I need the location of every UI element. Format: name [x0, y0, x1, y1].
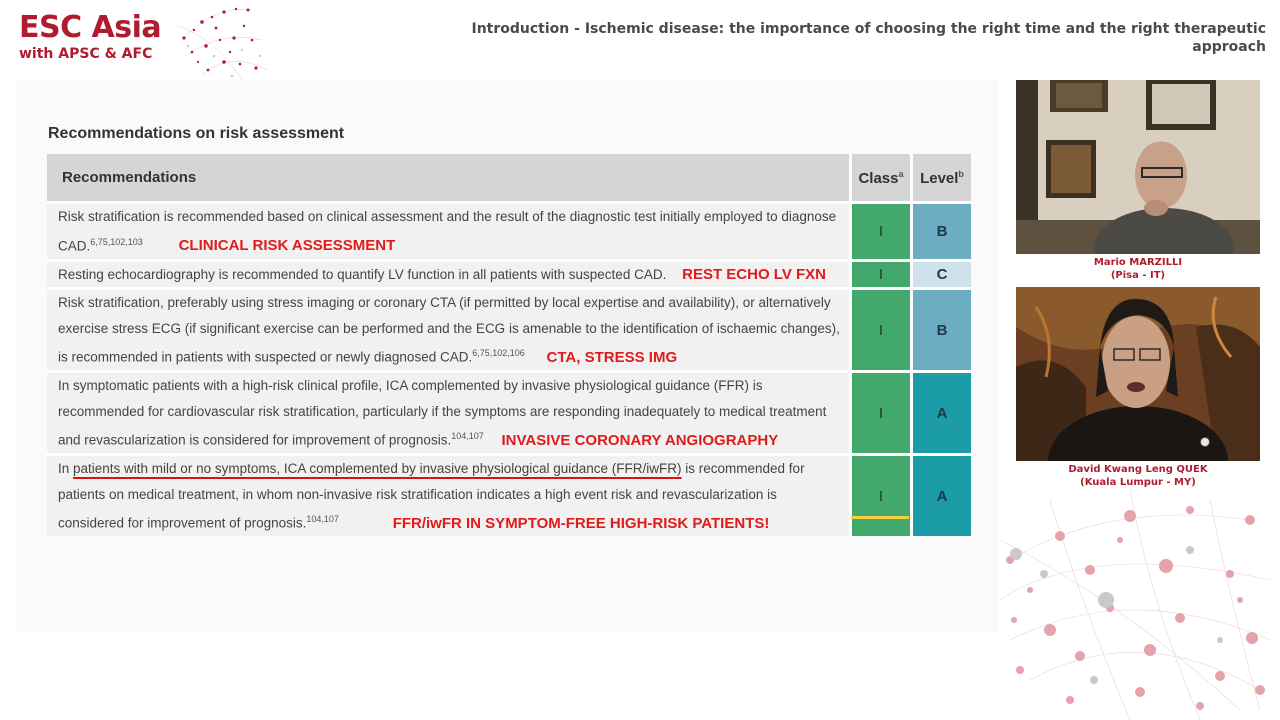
level-cell: B — [912, 203, 972, 261]
network-dots-decoration — [990, 480, 1280, 720]
speaker-caption-1 — [1016, 256, 1260, 282]
session-title: Introduction - Ischemic disease: the importance of choosing the right time and the right therapeutic approach — [471, 21, 1266, 55]
slide-heading: Recommendations on risk assessment — [48, 125, 345, 142]
recommendation-text: Risk stratification, preferably using stress imaging or coronary CTA (if permitted by local expertise and availability), or alternatively exercise stress ECG (if significant exercise can be performed and the ECG is amenable to the identification of ischaemic changes), is recommended in patients with suspected or newly diagnosed CAD.$^{6,75,102,106}$ CTA, STRESS IMG — [47, 289, 851, 372]
network-dots-logo-graphic — [172, 0, 272, 82]
table-row — [47, 372, 971, 455]
red-annotation: FFR/iwFR IN SYMPTOM-FREE HIGH-RISK PATIENTS! — [392, 514, 770, 532]
speaker-name: David Kwang Leng QUEK — [1068, 464, 1208, 475]
level-cell: A — [912, 372, 972, 455]
table-header-row — [47, 154, 971, 203]
table-row — [47, 289, 971, 372]
class-cell: I — [851, 372, 912, 455]
table-row — [47, 203, 971, 261]
red-annotation: REST ECHO LV FXN — [682, 265, 827, 283]
speaker-video-2[interactable] — [1016, 287, 1260, 461]
logo-subtitle: with APSC & AFC — [19, 46, 153, 62]
speaker-video-frame — [1016, 80, 1260, 254]
class-cell: I — [851, 203, 912, 261]
level-cell: A — [912, 455, 972, 537]
speaker-name: Mario MARZILLI — [1093, 257, 1183, 268]
speaker-location: (Kuala Lumpur - MY) — [1080, 477, 1196, 488]
recommendation-text: In patients with mild or no symptoms, ICA complemented by invasive physiological guidance (FFR/iwFR) is recommended for patients on medical treatment, in whom non-invasive risk stratification indicates a high event risk and revascularization is considered for improvement of prognosis.$^{104,107}$ FFR/iwFR IN SYMPTOM-FREE HIGH-RISK PATIENTS! — [47, 455, 851, 537]
table-row — [47, 455, 971, 537]
underlined-phrase: patients with mild or no symptoms, ICA complemented by invasive physiological guidance (FFR/iwFR) — [73, 461, 682, 476]
class-cell: I — [851, 289, 912, 372]
logo-title: ESC Asia — [19, 10, 162, 45]
recommendation-text: In symptomatic patients with a high-risk clinical profile, ICA complemented by invasive physiological guidance (FFR) is recommended for cardiovascular risk stratification, particularly if the symptoms are responding inadequately to medical treatment and revascularization is considered for improvement of prognosis.$^{104,107}$ INVASIVE CORONARY ANGIOGRAPHY — [47, 372, 851, 455]
table-row — [47, 260, 971, 289]
level-cell: C — [912, 260, 972, 289]
speaker-location: (Pisa - IT) — [1110, 270, 1166, 281]
color-strip — [851, 516, 909, 519]
class-cell: I — [851, 260, 912, 289]
red-annotation: CTA, STRESS IMG — [546, 348, 678, 366]
recommendations-table — [47, 154, 971, 536]
recommendation-text: Resting echocardiography is recommended to quantify LV function in all patients with suspected CAD. REST ECHO LV FXN — [47, 260, 851, 289]
column-header-class: Class$^a$ — [851, 154, 912, 203]
recommendation-text: Risk stratification is recommended based on clinical assessment and the result of the diagnostic test initially employed to diagnose CAD.$^{6,75,102,103}$ CLINICAL RISK ASSESSMENT — [47, 203, 851, 261]
speaker-video-frame — [1016, 287, 1260, 461]
red-annotation: CLINICAL RISK ASSESSMENT — [178, 237, 396, 254]
class-cell: I — [851, 455, 912, 537]
column-header-recommendations: Recommendations — [47, 154, 851, 203]
red-annotation: INVASIVE CORONARY ANGIOGRAPHY — [501, 431, 779, 449]
column-header-level: Level$^b$ — [912, 154, 972, 203]
speaker-video-1[interactable] — [1016, 80, 1260, 254]
esc-asia-logo — [19, 12, 161, 62]
level-cell: B — [912, 289, 972, 372]
